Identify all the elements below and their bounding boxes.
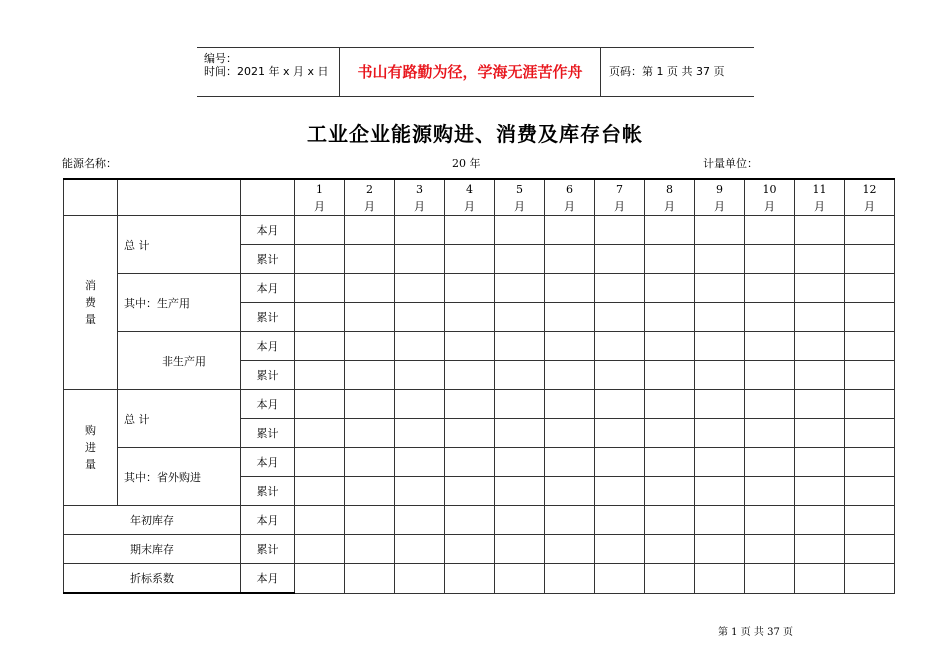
this-month-label: 本月 <box>241 216 295 245</box>
data-cell[interactable] <box>345 332 395 361</box>
data-cell[interactable] <box>695 448 745 477</box>
data-cell[interactable] <box>445 361 495 390</box>
data-cell[interactable] <box>345 361 395 390</box>
data-cell[interactable] <box>845 506 895 535</box>
data-cell[interactable] <box>645 361 695 390</box>
data-cell[interactable] <box>345 274 395 303</box>
data-cell[interactable] <box>645 448 695 477</box>
data-cell[interactable] <box>595 390 645 419</box>
data-cell[interactable] <box>845 361 895 390</box>
data-cell[interactable] <box>745 303 795 332</box>
cumulative-label: 累计 <box>241 477 295 506</box>
data-cell[interactable] <box>695 477 745 506</box>
data-cell[interactable] <box>595 506 645 535</box>
data-cell[interactable] <box>345 564 395 594</box>
data-cell[interactable] <box>445 477 495 506</box>
data-cell[interactable] <box>595 564 645 594</box>
data-cell[interactable] <box>545 245 595 274</box>
data-cell[interactable] <box>595 332 645 361</box>
data-cell[interactable] <box>395 535 445 564</box>
data-cell[interactable] <box>845 274 895 303</box>
data-cell[interactable] <box>495 419 545 448</box>
this-month-label: 本月 <box>241 274 295 303</box>
data-cell[interactable] <box>695 274 745 303</box>
cumulative-label: 累计 <box>241 245 295 274</box>
year-label: 20 年 <box>452 157 481 170</box>
data-cell[interactable] <box>445 332 495 361</box>
page-footer: 第 1 页 共 37 页 <box>718 627 793 638</box>
data-cell[interactable] <box>345 535 395 564</box>
table-row <box>64 332 895 361</box>
data-cell[interactable] <box>295 390 345 419</box>
header-empty <box>64 179 118 216</box>
data-cell[interactable] <box>595 477 645 506</box>
data-cell[interactable] <box>495 390 545 419</box>
month-header: 8 月 <box>645 179 695 216</box>
data-cell[interactable] <box>345 506 395 535</box>
month-header: 9 月 <box>695 179 745 216</box>
data-cell[interactable] <box>495 506 545 535</box>
data-cell[interactable] <box>595 245 645 274</box>
data-cell[interactable] <box>445 390 495 419</box>
data-cell[interactable] <box>345 477 395 506</box>
data-cell[interactable] <box>845 303 895 332</box>
data-cell[interactable] <box>545 506 595 535</box>
data-cell[interactable] <box>695 390 745 419</box>
data-cell[interactable] <box>545 274 595 303</box>
data-cell[interactable] <box>345 245 395 274</box>
month-header: 7 月 <box>595 179 645 216</box>
header-empty <box>118 179 241 216</box>
data-cell[interactable] <box>645 390 695 419</box>
month-header: 2 月 <box>345 179 395 216</box>
data-cell[interactable] <box>845 477 895 506</box>
data-cell[interactable] <box>295 216 345 245</box>
data-cell[interactable] <box>295 564 345 594</box>
nonproduction-label: 非生产用 <box>118 332 241 390</box>
production-label: 其中：生产用 <box>118 274 241 332</box>
data-cell[interactable] <box>395 303 445 332</box>
data-cell[interactable] <box>695 419 745 448</box>
data-cell[interactable] <box>595 303 645 332</box>
data-cell[interactable] <box>495 564 545 594</box>
data-cell[interactable] <box>845 535 895 564</box>
data-cell[interactable] <box>845 332 895 361</box>
document-header <box>197 47 754 97</box>
data-cell[interactable] <box>495 216 545 245</box>
data-cell[interactable] <box>495 332 545 361</box>
data-cell[interactable] <box>795 419 845 448</box>
data-cell[interactable] <box>445 448 495 477</box>
month-header: 6 月 <box>545 179 595 216</box>
cumulative-label: 累计 <box>241 361 295 390</box>
motto: 书山有路勤为径，学海无涯苦作舟 <box>339 48 601 96</box>
month-header: 5 月 <box>495 179 545 216</box>
data-cell[interactable] <box>695 245 745 274</box>
data-cell[interactable] <box>795 448 845 477</box>
data-cell[interactable] <box>295 506 345 535</box>
data-cell[interactable] <box>295 274 345 303</box>
data-cell[interactable] <box>445 303 495 332</box>
number-label: 编号： <box>204 52 237 65</box>
data-cell[interactable] <box>495 535 545 564</box>
data-cell[interactable] <box>345 448 395 477</box>
data-cell[interactable] <box>295 535 345 564</box>
data-cell[interactable] <box>745 419 795 448</box>
data-cell[interactable] <box>345 390 395 419</box>
data-cell[interactable] <box>595 535 645 564</box>
data-cell[interactable] <box>395 419 445 448</box>
data-cell[interactable] <box>695 506 745 535</box>
this-month-label: 本月 <box>241 564 295 594</box>
data-cell[interactable] <box>345 216 395 245</box>
header-number-time <box>197 48 339 96</box>
data-cell[interactable] <box>295 419 345 448</box>
month-header: 11 月 <box>795 179 845 216</box>
data-cell[interactable] <box>545 419 595 448</box>
month-header: 10 月 <box>745 179 795 216</box>
page-title: 工业企业能源购进、消费及库存台帐 <box>307 122 643 146</box>
data-cell[interactable] <box>395 477 445 506</box>
data-cell[interactable] <box>495 477 545 506</box>
data-cell[interactable] <box>445 419 495 448</box>
data-cell[interactable] <box>645 564 695 594</box>
cumulative-label: 累计 <box>241 535 295 564</box>
month-header-row <box>64 179 895 216</box>
data-cell[interactable] <box>695 361 745 390</box>
data-cell[interactable] <box>745 535 795 564</box>
data-cell[interactable] <box>295 448 345 477</box>
closing-stock-label: 期末库存 <box>64 535 241 564</box>
time-label: 时间：2021 年 x 月 x 日 <box>204 65 329 78</box>
data-cell[interactable] <box>445 274 495 303</box>
data-cell[interactable] <box>745 448 795 477</box>
data-cell[interactable] <box>645 419 695 448</box>
data-cell[interactable] <box>345 303 395 332</box>
data-cell[interactable] <box>545 390 595 419</box>
data-cell[interactable] <box>795 477 845 506</box>
data-cell[interactable] <box>445 535 495 564</box>
data-cell[interactable] <box>395 564 445 594</box>
data-cell[interactable] <box>695 535 745 564</box>
table-row <box>64 448 895 477</box>
data-cell[interactable] <box>395 216 445 245</box>
consumption-total-label: 总 计 <box>118 216 241 274</box>
data-cell[interactable] <box>845 419 895 448</box>
this-month-label: 本月 <box>241 390 295 419</box>
data-cell[interactable] <box>645 477 695 506</box>
data-cell[interactable] <box>595 419 645 448</box>
data-cell[interactable] <box>745 216 795 245</box>
data-cell[interactable] <box>445 506 495 535</box>
data-cell[interactable] <box>545 361 595 390</box>
data-cell[interactable] <box>395 332 445 361</box>
unit-label: 计量单位： <box>703 157 758 170</box>
data-cell[interactable] <box>645 216 695 245</box>
data-cell[interactable] <box>545 448 595 477</box>
data-cell[interactable] <box>645 535 695 564</box>
this-month-label: 本月 <box>241 506 295 535</box>
data-cell[interactable] <box>745 477 795 506</box>
data-cell[interactable] <box>745 361 795 390</box>
data-cell[interactable] <box>795 361 845 390</box>
data-cell[interactable] <box>795 535 845 564</box>
data-cell[interactable] <box>645 506 695 535</box>
data-cell[interactable] <box>695 216 745 245</box>
data-cell[interactable] <box>645 245 695 274</box>
table-row <box>64 216 895 245</box>
header-empty <box>241 179 295 216</box>
data-cell[interactable] <box>445 216 495 245</box>
table-row <box>64 274 895 303</box>
data-cell[interactable] <box>645 274 695 303</box>
data-cell[interactable] <box>845 564 895 594</box>
energy-name-label: 能源名称： <box>62 157 117 170</box>
data-cell[interactable] <box>695 332 745 361</box>
data-cell[interactable] <box>845 216 895 245</box>
table-row <box>64 564 895 594</box>
data-cell[interactable] <box>495 448 545 477</box>
data-cell[interactable] <box>495 245 545 274</box>
data-cell[interactable] <box>495 274 545 303</box>
data-cell[interactable] <box>295 245 345 274</box>
opening-stock-label: 年初库存 <box>64 506 241 535</box>
data-cell[interactable] <box>695 303 745 332</box>
data-cell[interactable] <box>795 216 845 245</box>
consumption-label: 消费量 <box>64 216 118 390</box>
data-cell[interactable] <box>795 274 845 303</box>
data-cell[interactable] <box>595 448 645 477</box>
data-cell[interactable] <box>745 274 795 303</box>
data-cell[interactable] <box>795 390 845 419</box>
data-cell[interactable] <box>345 419 395 448</box>
table-row <box>64 390 895 419</box>
data-cell[interactable] <box>445 245 495 274</box>
month-header: 4 月 <box>445 179 495 216</box>
data-cell[interactable] <box>395 448 445 477</box>
month-header: 12 月 <box>845 179 895 216</box>
this-month-label: 本月 <box>241 332 295 361</box>
data-cell[interactable] <box>395 390 445 419</box>
data-cell[interactable] <box>495 303 545 332</box>
data-cell[interactable] <box>795 303 845 332</box>
cumulative-label: 累计 <box>241 303 295 332</box>
data-cell[interactable] <box>395 506 445 535</box>
data-cell[interactable] <box>845 448 895 477</box>
data-cell[interactable] <box>595 361 645 390</box>
data-cell[interactable] <box>645 332 695 361</box>
purchase-label: 购进量 <box>64 390 118 506</box>
month-header: 1 月 <box>295 179 345 216</box>
data-cell[interactable] <box>545 535 595 564</box>
data-cell[interactable] <box>395 274 445 303</box>
data-cell[interactable] <box>795 506 845 535</box>
data-cell[interactable] <box>495 361 545 390</box>
data-cell[interactable] <box>745 390 795 419</box>
data-cell[interactable] <box>545 216 595 245</box>
month-header: 3 月 <box>395 179 445 216</box>
data-cell[interactable] <box>745 564 795 594</box>
data-cell[interactable] <box>295 303 345 332</box>
data-cell[interactable] <box>395 245 445 274</box>
data-cell[interactable] <box>545 477 595 506</box>
data-cell[interactable] <box>595 274 645 303</box>
data-cell[interactable] <box>795 332 845 361</box>
data-cell[interactable] <box>295 477 345 506</box>
data-cell[interactable] <box>545 303 595 332</box>
data-cell[interactable] <box>795 245 845 274</box>
data-cell[interactable] <box>745 506 795 535</box>
conversion-label: 折标系数 <box>64 564 241 594</box>
data-cell[interactable] <box>845 390 895 419</box>
data-cell[interactable] <box>545 332 595 361</box>
cumulative-label: 累计 <box>241 419 295 448</box>
table-row <box>64 506 895 535</box>
data-cell[interactable] <box>795 564 845 594</box>
data-cell[interactable] <box>295 361 345 390</box>
data-cell[interactable] <box>695 564 745 594</box>
out-of-province-label: 其中：省外购进 <box>118 448 241 506</box>
data-cell[interactable] <box>745 245 795 274</box>
data-cell[interactable] <box>545 564 595 594</box>
ledger-table <box>63 178 895 594</box>
table-row <box>64 535 895 564</box>
data-cell[interactable] <box>395 361 445 390</box>
data-cell[interactable] <box>295 332 345 361</box>
data-cell[interactable] <box>745 332 795 361</box>
this-month-label: 本月 <box>241 448 295 477</box>
data-cell[interactable] <box>845 245 895 274</box>
purchase-total-label: 总 计 <box>118 390 241 448</box>
data-cell[interactable] <box>445 564 495 594</box>
data-cell[interactable] <box>595 216 645 245</box>
page-code: 页码：第 1 页 共 37 页 <box>609 65 725 78</box>
data-cell[interactable] <box>645 303 695 332</box>
